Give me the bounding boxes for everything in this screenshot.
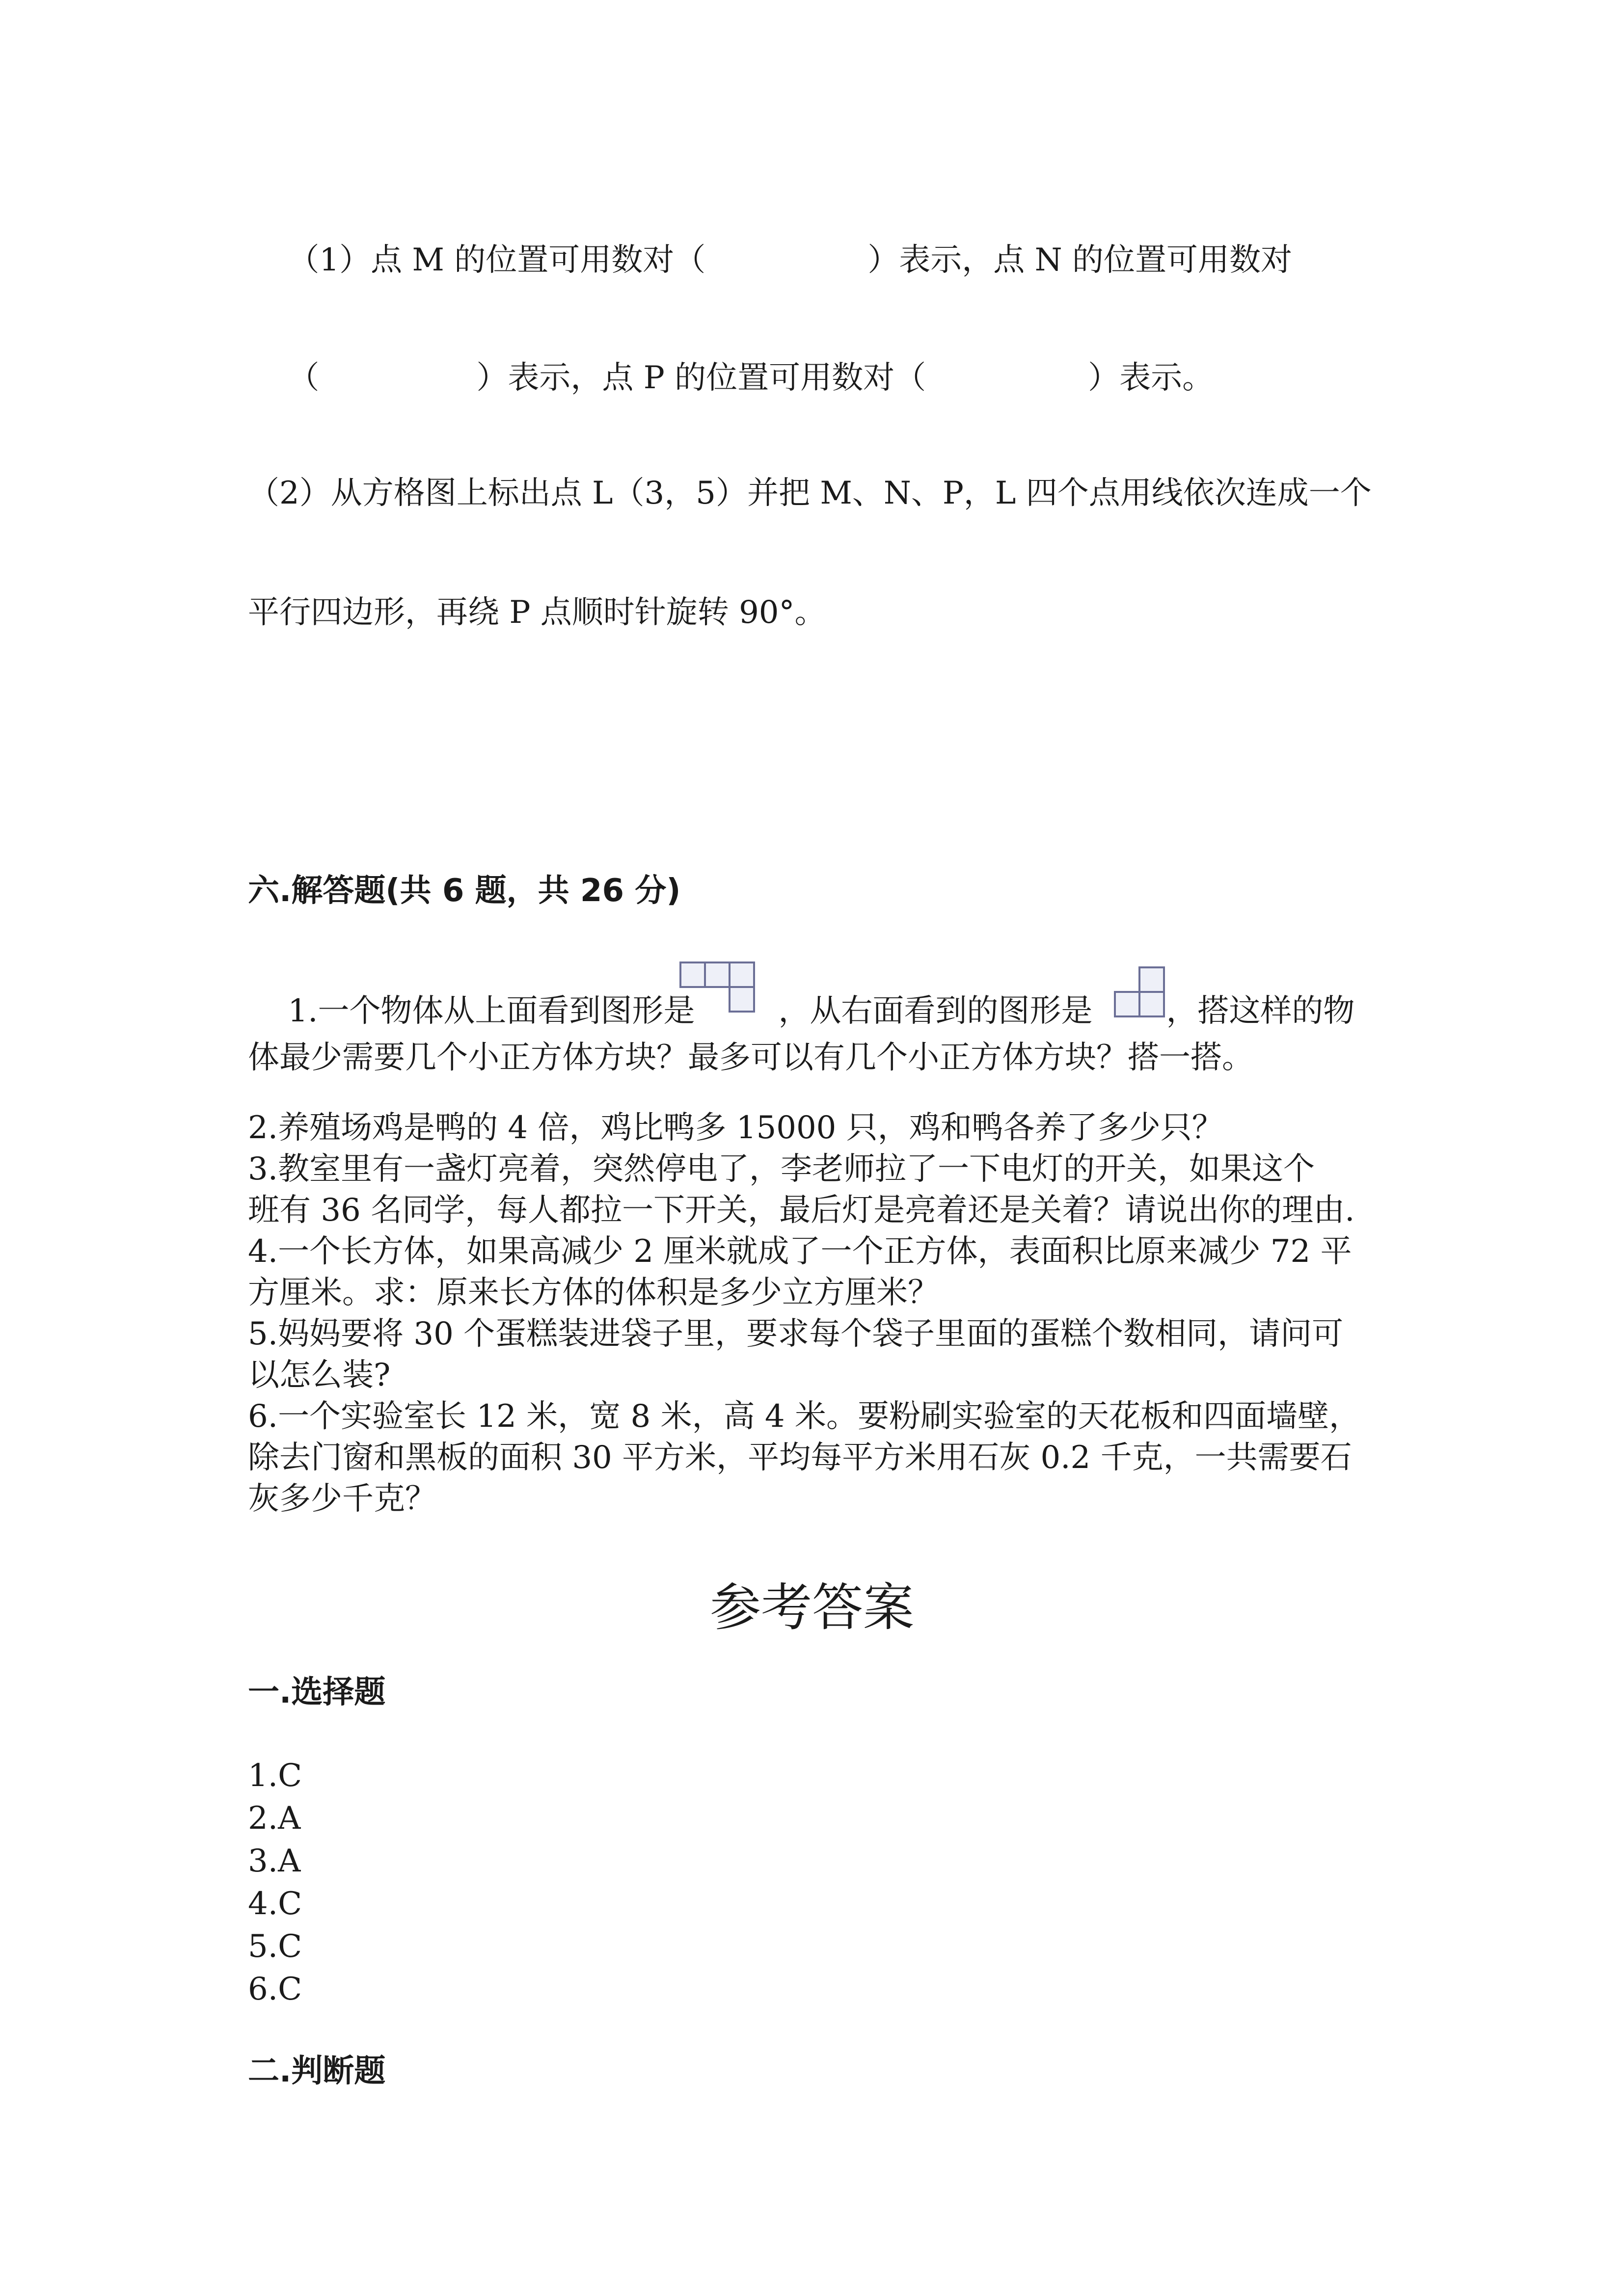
- p5-q1-line2-c: ）表示。: [1088, 360, 1214, 396]
- s6-q5-line1: 5.妈妈要将 30 个蛋糕装进袋子里，要求每个袋子里面的蛋糕个数相同，请问可: [248, 1316, 1344, 1352]
- p5-q1-line1-b: ）表示，点 N 的位置可用数对: [867, 242, 1292, 278]
- s6-q3-line1: 3.教室里有一盏灯亮着，突然停电了，李老师拉了一下电灯的开关，如果这个: [248, 1151, 1315, 1187]
- s6-q4-line1: 4.一个长方体，如果高减少 2 厘米就成了一个正方体，表面积比原来减少 72 平: [248, 1233, 1352, 1270]
- answer-item: 3.A: [248, 1843, 301, 1879]
- s6-q6-line3: 灰多少千克？: [248, 1481, 436, 1517]
- answer-item: 6.C: [248, 1971, 302, 2007]
- answers-sec2-heading: 二.判断题: [248, 2053, 386, 2089]
- s6-q3-line2: 班有 36 名同学，每人都拉一下开关，最后灯是亮着还是关着？请说出你的理由.: [248, 1192, 1355, 1228]
- s6-q2: 2.养殖场鸡是鸭的 4 倍，鸡比鸭多 15000 只，鸡和鸭各养了多少只？: [248, 1110, 1223, 1146]
- answers-title: 参考答案: [709, 1577, 914, 1637]
- top-view-grid-icon: [679, 961, 758, 1015]
- s6-q4-line2: 方厘米。求：原来长方体的体积是多少立方厘米？: [248, 1275, 939, 1311]
- answer-item: 2.A: [248, 1800, 301, 1837]
- s6-q1-c: ，搭这样的物: [1166, 993, 1355, 1029]
- p5-q2-line1: （2）从方格图上标出点 L（3，5）并把 M、N、P，L 四个点用线依次连成一个: [248, 475, 1372, 511]
- p5-q1-line1-a: （1）点 M 的位置可用数对（: [288, 242, 706, 278]
- answers-sec1-heading: 一.选择题: [248, 1674, 386, 1710]
- p5-q1-line2-b: ）表示，点 P 的位置可用数对（: [476, 360, 926, 396]
- s6-q6-line2: 除去门窗和黑板的面积 30 平方米，平均每平方米用石灰 0.2 千克，一共需要石: [248, 1440, 1352, 1476]
- p5-q1-line1: [248, 201, 1292, 319]
- s6-q1-line2: 体最少需要几个小正方体方块？最多可以有几个小正方体方块？搭一搭。: [248, 1040, 1253, 1076]
- p5-q2-line2: 平行四边形，再绕 P 点顺时针旋转 90°。: [248, 594, 826, 631]
- s6-q1-a: 1.一个物体从上面看到图形是: [288, 993, 695, 1029]
- answer-item: 1.C: [248, 1758, 302, 1794]
- s6-q1-b: ，从右面看到的图形是: [778, 993, 1093, 1029]
- right-view-grid-icon: [1113, 966, 1167, 1020]
- s6-q5-line2: 以怎么装?: [248, 1357, 391, 1393]
- p5-q1-line2-a: （: [288, 360, 320, 396]
- s6-q6-line1: 6.一个实验室长 12 米，宽 8 米，高 4 米。要粉刷实验室的天花板和四面墙壁，: [248, 1398, 1360, 1435]
- answer-item: 5.C: [248, 1928, 302, 1965]
- p5-q1-line2: [248, 319, 1214, 437]
- section6-heading: 六.解答题(共 6 题，共 26 分): [248, 873, 681, 909]
- answer-item: 4.C: [248, 1886, 302, 1922]
